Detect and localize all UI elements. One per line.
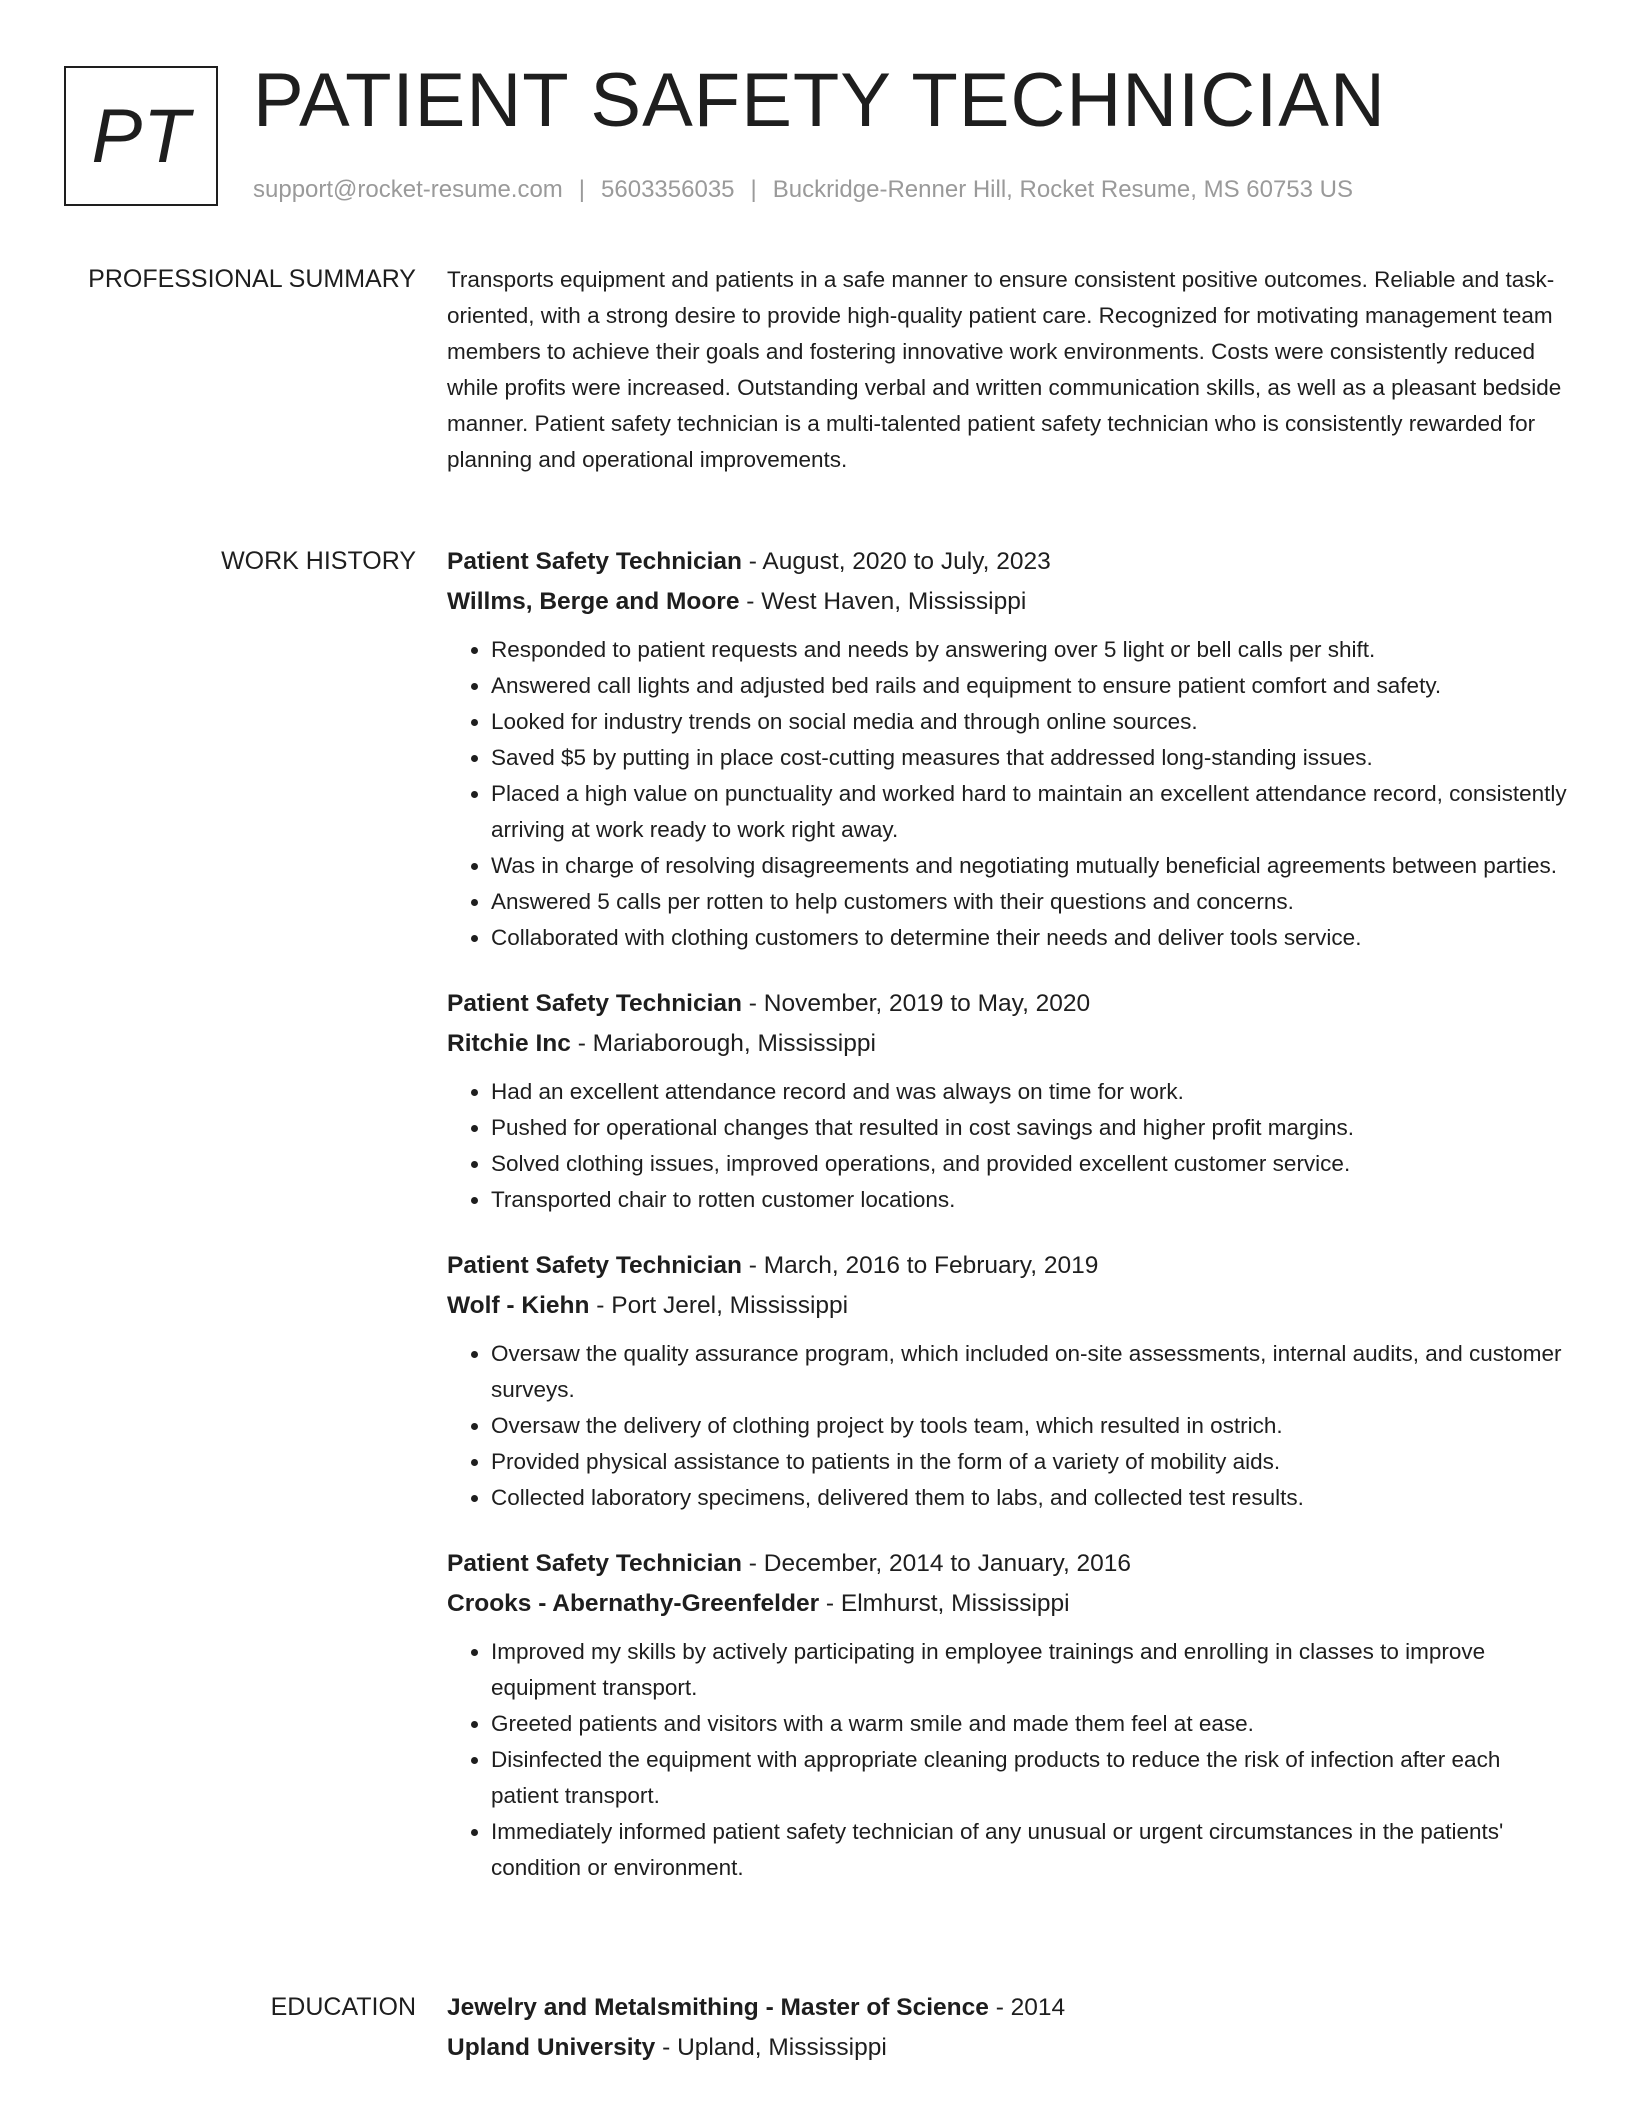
job-bullet: • Answered 5 calls per rotten to help customers with their questions and concerns.	[491, 884, 1572, 920]
summary-text: Transports equipment and patients in a safe manner to ensure consistent positive outcomes. Reliable and task-oriented, with a strong desire to provide high-quality patient care. Recognized for motivating management team members to achieve their goals and fostering innovative work environments. Costs were consistently reduced while profits were increased. Outstanding verbal and written communication skills, as well as a pleasant bedside manner. Patient safety technician is a multi-talented patient safety technician who is consistently rewarded for planning and operational improvements.	[447, 267, 1562, 472]
job-company: Ritchie Inc	[447, 1030, 571, 1057]
section-label-education: EDUCATION	[270, 1993, 416, 2021]
job-company-line	[447, 1584, 1572, 1624]
job-entry	[447, 984, 1572, 1218]
job-bullet: • Was in charge of resolving disagreements and negotiating mutually beneficial agreements between parties.	[491, 848, 1572, 884]
contact-separator: |	[750, 176, 757, 203]
job-entry	[447, 1246, 1572, 1516]
contact-phone[interactable]: 5603356035	[601, 176, 735, 203]
job-title-line	[447, 1544, 1572, 1584]
job-title: Patient Safety Technician	[447, 1550, 742, 1577]
job-bullet: • Provided physical assistance to patients in the form of a variety of mobility aids.	[491, 1444, 1572, 1480]
job-company: Wolf - Kiehn	[447, 1292, 590, 1319]
job-list	[447, 542, 1572, 1914]
job-bullet: • Oversaw the quality assurance program, which included on-site assessments, internal audits, and customer surveys.	[491, 1336, 1572, 1408]
education-list	[447, 1988, 1572, 2096]
job-bullet: • Immediately informed patient safety technician of any unusual or urgent circumstances in the patients' condition or environment.	[491, 1814, 1572, 1886]
job-bullet: • Responded to patient requests and needs by answering over 5 light or bell calls per shift.	[491, 632, 1572, 668]
job-bullet: • Collaborated with clothing customers to determine their needs and deliver tools service.	[491, 920, 1572, 956]
job-bullet: • Looked for industry trends on social media and through online sources.	[491, 704, 1572, 740]
job-title: Patient Safety Technician	[447, 990, 742, 1017]
education-location: - Upland, Mississippi	[655, 2034, 887, 2061]
job-bullet: • Saved $5 by putting in place cost-cutting measures that addressed long-standing issues.	[491, 740, 1572, 776]
job-company: Willms, Berge and Moore	[447, 588, 740, 615]
job-location: - West Haven, Mississippi	[739, 588, 1027, 615]
contact-separator: |	[578, 176, 586, 203]
education-year: - 2014	[988, 1994, 1066, 2021]
initials-monogram: PT	[64, 66, 218, 206]
job-dates: - March, 2016 to February, 2019	[742, 1252, 1099, 1279]
job-bullet: • Had an excellent attendance record and was always on time for work.	[491, 1074, 1572, 1110]
job-entry	[447, 542, 1572, 956]
job-company-line	[447, 582, 1572, 622]
job-dates: - November, 2019 to May, 2020	[742, 990, 1091, 1017]
job-bullet: • Greeted patients and visitors with a warm smile and made them feel at ease.	[491, 1706, 1572, 1742]
job-title-line	[447, 542, 1572, 582]
job-location: - Mariaborough, Mississippi	[570, 1030, 876, 1057]
education-school-line	[447, 2028, 1572, 2068]
job-bullet: • Transported chair to rotten customer locations.	[491, 1182, 1572, 1218]
job-title-line	[447, 1246, 1572, 1286]
job-bullet: • Pushed for operational changes that resulted in cost savings and higher profit margins.	[491, 1110, 1572, 1146]
job-bullet: • Placed a high value on punctuality and worked hard to maintain an excellent attendance record, consistently arriving at work ready to work right away.	[491, 776, 1572, 848]
job-title: Patient Safety Technician	[447, 548, 742, 575]
job-dates: - August, 2020 to July, 2023	[742, 548, 1051, 575]
education-school: Upland University	[447, 2034, 656, 2061]
education-entry	[447, 1988, 1572, 2068]
job-bullet: • Improved my skills by actively participating in employee trainings and enrolling in classes to improve equipment transport.	[491, 1634, 1572, 1706]
education-degree: Jewelry and Metalsmithing - Master of Science	[447, 1994, 989, 2021]
job-company: Crooks - Abernathy-Greenfelder	[447, 1590, 820, 1617]
job-bullet: • Oversaw the delivery of clothing project by tools team, which resulted in ostrich.	[491, 1408, 1572, 1444]
job-bullet: • Answered call lights and adjusted bed rails and equipment to ensure patient comfort and safety.	[491, 668, 1572, 704]
job-dates: - December, 2014 to January, 2016	[742, 1550, 1132, 1577]
resume-name: PATIENT SAFETY TECHNICIAN	[253, 58, 1386, 143]
job-bullet: • Solved clothing issues, improved operations, and provided excellent customer service.	[491, 1146, 1572, 1182]
job-company-line	[447, 1286, 1572, 1326]
job-bullet: • Disinfected the equipment with appropriate cleaning products to reduce the risk of infection after each patient transport.	[491, 1742, 1572, 1814]
education-degree-line	[447, 1988, 1572, 2028]
section-label-summary: PROFESSIONAL SUMMARY	[88, 265, 416, 293]
section-label-work: WORK HISTORY	[221, 547, 416, 575]
job-location: - Elmhurst, Mississippi	[819, 1590, 1070, 1617]
job-company-line	[447, 1024, 1572, 1064]
job-bullet: • Collected laboratory specimens, delivered them to labs, and collected test results.	[491, 1480, 1572, 1516]
job-bullets	[447, 1336, 1572, 1516]
job-bullets	[447, 1634, 1572, 1886]
contact-address: Buckridge-Renner Hill, Rocket Resume, MS 60753 US	[772, 176, 1353, 203]
job-title-line	[447, 984, 1572, 1024]
contact-email[interactable]: support@rocket-resume.com	[253, 176, 563, 203]
job-location: - Port Jerel, Mississippi	[589, 1292, 849, 1319]
job-bullets	[447, 632, 1572, 956]
job-title: Patient Safety Technician	[447, 1252, 742, 1279]
job-bullets	[447, 1074, 1572, 1218]
job-entry	[447, 1544, 1572, 1886]
contact-line	[253, 174, 1353, 206]
